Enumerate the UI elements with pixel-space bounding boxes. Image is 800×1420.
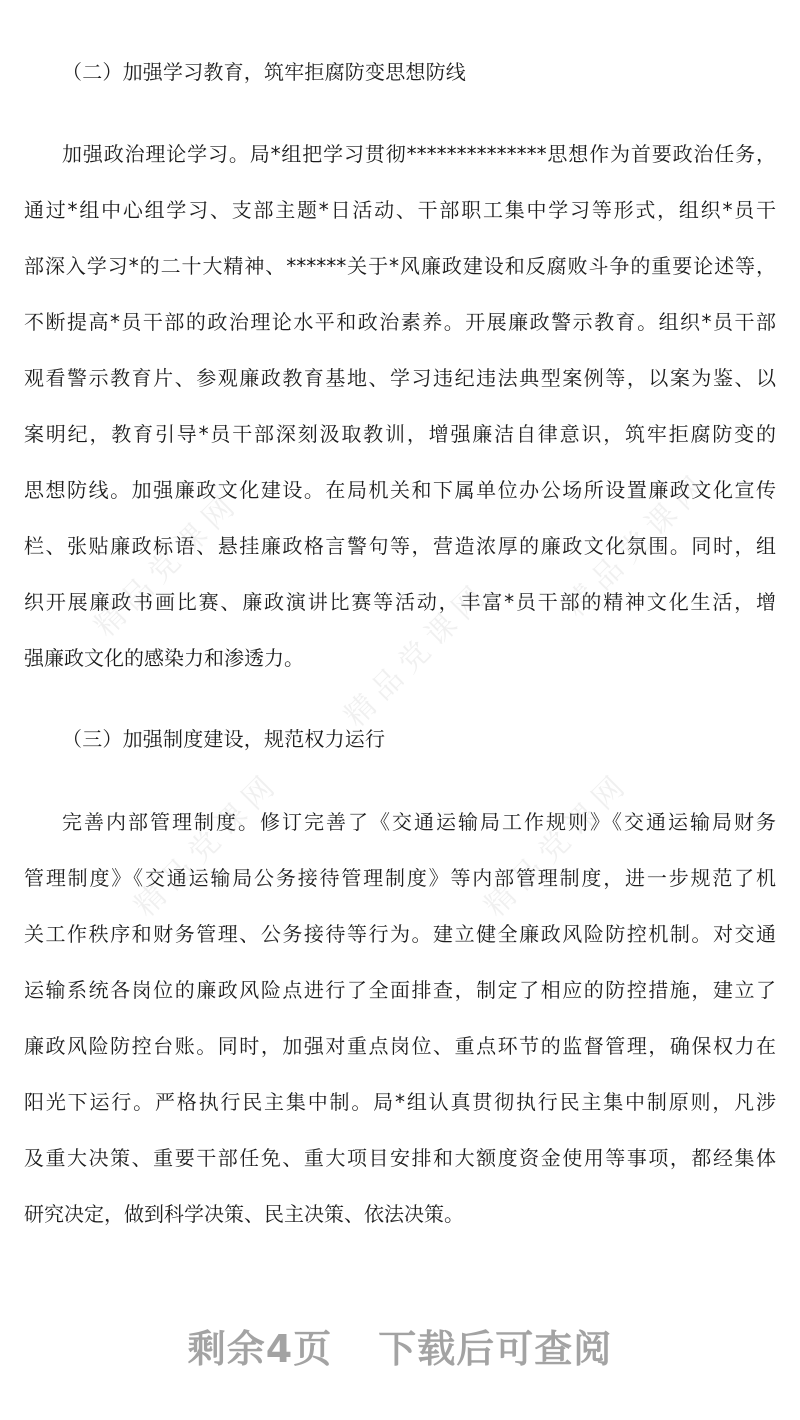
paragraph-line: 不断提高*员干部的政治理论水平和政治素养。开展廉政警示教育。组织*员干部 xyxy=(24,310,776,334)
paragraph-line: 部深入学习*的二十大精神、******关于*风廉政建设和反腐败斗争的重要论述等， xyxy=(24,254,776,278)
download-notice[interactable] xyxy=(0,1318,800,1373)
remaining-pages-label: 剩余4页 xyxy=(187,1327,333,1371)
paragraph-line: 观看警示教育片、参观廉政教育基地、学习违纪违法典型案例等，以案为鉴、以 xyxy=(24,366,776,390)
paragraph-line: 关工作秩序和财务管理、公务接待等行为。建立健全廉政风险防控机制。对交通 xyxy=(24,922,776,946)
paragraph-line: 栏、张贴廉政标语、悬挂廉政格言警句等，营造浓厚的廉政文化氛围。同时，组 xyxy=(24,534,776,558)
paragraph-line: 思想防线。加强廉政文化建设。在局机关和下属单位办公场所设置廉政文化宣传 xyxy=(24,478,776,502)
section-paragraph xyxy=(24,794,776,1242)
paragraph-line: 管理制度》《交通运输局公务接待管理制度》等内部管理制度，进一步规范了机 xyxy=(24,866,776,890)
paragraph-line: 阳光下运行。严格执行民主集中制。局*组认真贯彻执行民主集中制原则，凡涉 xyxy=(24,1090,776,1114)
watermark: 精品党课网 xyxy=(557,464,718,625)
section-heading: （二）加强学习教育，筑牢拒腐防变思想防线 xyxy=(62,60,466,84)
paragraph-line: 案明纪，教育引导*员干部深刻汲取教训，增强廉洁自律意识，筑牢拒腐防变的 xyxy=(24,422,776,446)
paragraph-line: 织开展廉政书画比赛、廉政演讲比赛等活动，丰富*员干部的精神文化生活，增 xyxy=(24,590,776,614)
download-hint-label: 下载后可查阅 xyxy=(378,1327,613,1371)
paragraph-line: 完善内部管理制度。修订完善了《交通运输局工作规则》《交通运输局财务 xyxy=(62,810,776,834)
paragraph-line: 研究决定，做到科学决策、民主决策、依法决策。 xyxy=(24,1202,464,1226)
watermark: 精品党课网 xyxy=(337,574,498,735)
paragraph-line: 及重大决策、重要干部任免、重大项目安排和大额度资金使用等事项，都经集体 xyxy=(24,1146,776,1170)
paragraph-line: 通过*组中心组学习、支部主题*日活动、干部职工集中学习等形式，组织*员干 xyxy=(24,198,776,222)
watermark: 精品党课网 xyxy=(127,764,288,925)
section-paragraph xyxy=(24,126,776,686)
watermark: 精品党课网 xyxy=(477,764,638,925)
section-heading: （三）加强制度建设，规范权力运行 xyxy=(62,727,386,751)
watermark: 精品党课网 xyxy=(87,484,248,645)
paragraph-line: 加强政治理论学习。局*组把学习贯彻**************思想作为首要政治任务， xyxy=(62,142,776,166)
paragraph-line: 廉政风险防控台账。同时，加强对重点岗位、重点环节的监督管理，确保权力在 xyxy=(24,1034,776,1058)
paragraph-line: 强廉政文化的感染力和渗透力。 xyxy=(24,646,304,670)
paragraph-line: 运输系统各岗位的廉政风险点进行了全面排查，制定了相应的防控措施，建立了 xyxy=(24,978,776,1002)
